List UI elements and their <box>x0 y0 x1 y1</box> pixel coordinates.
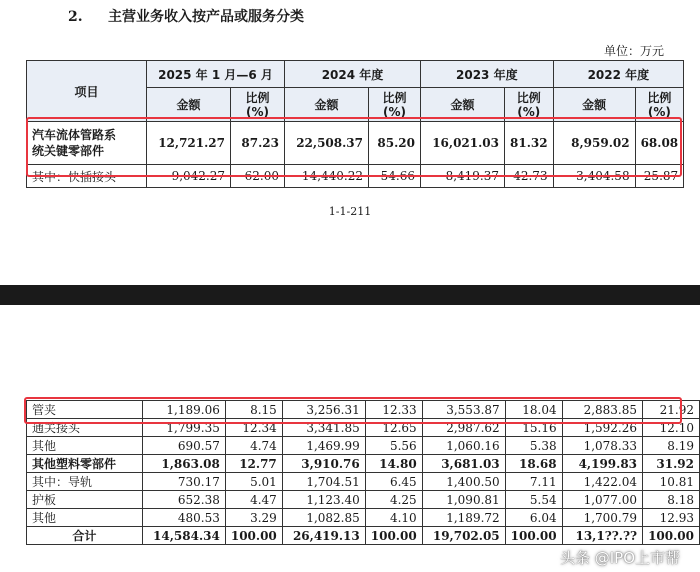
table-cell: 18.04 <box>505 401 562 419</box>
table-cell: 8.18 <box>643 491 700 509</box>
table-cell: 3,553.87 <box>422 401 505 419</box>
row-label: 其中：导轨 <box>27 473 143 491</box>
table-cell: 6.45 <box>365 473 422 491</box>
table-cell: 1,060.16 <box>422 437 505 455</box>
table-cell: 1,090.81 <box>422 491 505 509</box>
table-cell: 690.57 <box>142 437 225 455</box>
ratio-header: 比例 (%) <box>369 88 421 122</box>
table-cell: 6.04 <box>505 509 562 527</box>
section-number: 2. <box>68 9 83 25</box>
table-row <box>27 122 684 165</box>
table-cell: 5.56 <box>365 437 422 455</box>
revenue-table-top <box>26 60 684 188</box>
ratio-header: 比例 (%) <box>505 88 554 122</box>
table-cell: 1,422.04 <box>562 473 642 491</box>
table-cell: 12.93 <box>643 509 700 527</box>
table-row <box>27 455 700 473</box>
table-cell: 14.80 <box>365 455 422 473</box>
row-label: 其中：快插接头 <box>27 165 147 188</box>
table-cell: 5.01 <box>225 473 282 491</box>
ratio-header: 比例 (%) <box>635 88 684 122</box>
table-cell: 16,021.03 <box>421 122 505 165</box>
table-cell: 87.23 <box>231 122 285 165</box>
amount-header: 金额 <box>553 88 635 122</box>
table-cell: 26,419.13 <box>282 527 365 545</box>
row-label: 通关接头 <box>27 419 143 437</box>
row-label: 护板 <box>27 491 143 509</box>
table-cell: 1,123.40 <box>282 491 365 509</box>
table-cell: 1,799.35 <box>142 419 225 437</box>
table-cell: 8,419.37 <box>421 165 505 188</box>
table-cell: 4.25 <box>365 491 422 509</box>
period-header: 2022 年度 <box>553 61 684 88</box>
section-heading <box>68 6 304 26</box>
table-cell: 19,702.05 <box>422 527 505 545</box>
item-header: 项目 <box>27 61 147 122</box>
row-label: 管夹 <box>27 401 143 419</box>
table-cell: 42.73 <box>505 165 554 188</box>
table-row <box>27 419 700 437</box>
table-cell: 4,199.83 <box>562 455 642 473</box>
table-row <box>27 491 700 509</box>
table-cell: 4.10 <box>365 509 422 527</box>
table-cell: 1,189.06 <box>142 401 225 419</box>
table-cell: 8.15 <box>225 401 282 419</box>
table-cell: 100.00 <box>365 527 422 545</box>
table-row <box>27 165 684 188</box>
period-header: 2023 年度 <box>421 61 554 88</box>
table-cell: 3,256.31 <box>282 401 365 419</box>
amount-header: 金额 <box>421 88 505 122</box>
table-cell: 100.00 <box>225 527 282 545</box>
table-cell: 18.68 <box>505 455 562 473</box>
table-cell: 730.17 <box>142 473 225 491</box>
ratio-header: 比例 (%) <box>231 88 285 122</box>
table-cell: 1,704.51 <box>282 473 365 491</box>
table-cell: 8.19 <box>643 437 700 455</box>
table-cell: 54.66 <box>369 165 421 188</box>
table-cell: 1,863.08 <box>142 455 225 473</box>
table-cell: 100.00 <box>505 527 562 545</box>
table-cell: 1,189.72 <box>422 509 505 527</box>
table-cell: 3,681.03 <box>422 455 505 473</box>
table-cell: 12.33 <box>365 401 422 419</box>
table-cell: 1,082.85 <box>282 509 365 527</box>
period-header: 2024 年度 <box>285 61 421 88</box>
revenue-table-bottom <box>26 400 700 545</box>
table-cell: 1,078.33 <box>562 437 642 455</box>
table-cell: 8,959.02 <box>553 122 635 165</box>
table-cell: 100.00 <box>643 527 700 545</box>
table-cell: 21.92 <box>643 401 700 419</box>
table-cell: 1,077.00 <box>562 491 642 509</box>
table-cell: 2,883.85 <box>562 401 642 419</box>
table-cell: 85.20 <box>369 122 421 165</box>
table-cell: 480.53 <box>142 509 225 527</box>
row-label: 汽车流体管路系 统关键零部件 <box>27 122 147 165</box>
period-header: 2025 年 1 月—6 月 <box>147 61 285 88</box>
page-number: 1-1-211 <box>328 205 372 218</box>
table-cell: 5.38 <box>505 437 562 455</box>
table-row <box>27 527 700 545</box>
table-cell: 3,341.85 <box>282 419 365 437</box>
table-cell: 12.34 <box>225 419 282 437</box>
table-cell: 12.65 <box>365 419 422 437</box>
table-cell: 81.32 <box>505 122 554 165</box>
table-row <box>27 401 700 419</box>
table-cell: 652.38 <box>142 491 225 509</box>
table-cell: 3,910.76 <box>282 455 365 473</box>
period-header-row <box>27 61 684 88</box>
unit-label: 单位：万元 <box>603 44 664 58</box>
page-divider <box>0 285 700 305</box>
table-cell: 10.81 <box>643 473 700 491</box>
table-cell: 3.29 <box>225 509 282 527</box>
table-cell: 2,987.62 <box>422 419 505 437</box>
amount-header: 金额 <box>147 88 231 122</box>
table-cell: 62.00 <box>231 165 285 188</box>
section-title: 主营业务收入按产品或服务分类 <box>108 9 304 25</box>
table-cell: 25.87 <box>635 165 684 188</box>
row-label: 合计 <box>27 527 143 545</box>
table-cell: 12.77 <box>225 455 282 473</box>
table-cell: 1,469.99 <box>282 437 365 455</box>
table-cell: 13,1??.?? <box>562 527 642 545</box>
table-cell: 12,721.27 <box>147 122 231 165</box>
table-cell: 5.54 <box>505 491 562 509</box>
table-cell: 7.11 <box>505 473 562 491</box>
amount-header: 金额 <box>285 88 369 122</box>
table-cell: 12.10 <box>643 419 700 437</box>
table-row <box>27 473 700 491</box>
table-cell: 14,440.22 <box>285 165 369 188</box>
row-label: 其他塑料零部件 <box>27 455 143 473</box>
table-row <box>27 437 700 455</box>
row-label: 其他 <box>27 509 143 527</box>
table-cell: 4.47 <box>225 491 282 509</box>
table-cell: 68.08 <box>635 122 684 165</box>
table-cell: 14,584.34 <box>142 527 225 545</box>
table-cell: 15.16 <box>505 419 562 437</box>
table-cell: 4.74 <box>225 437 282 455</box>
table-cell: 3,404.58 <box>553 165 635 188</box>
row-label: 其他 <box>27 437 143 455</box>
table-cell: 9,042.27 <box>147 165 231 188</box>
watermark: 头条 @IPO上市帮 <box>559 549 680 567</box>
table-cell: 1,700.79 <box>562 509 642 527</box>
table-cell: 1,592.26 <box>562 419 642 437</box>
table-cell: 31.92 <box>643 455 700 473</box>
table-cell: 1,400.50 <box>422 473 505 491</box>
table-row <box>27 509 700 527</box>
table-cell: 22,508.37 <box>285 122 369 165</box>
